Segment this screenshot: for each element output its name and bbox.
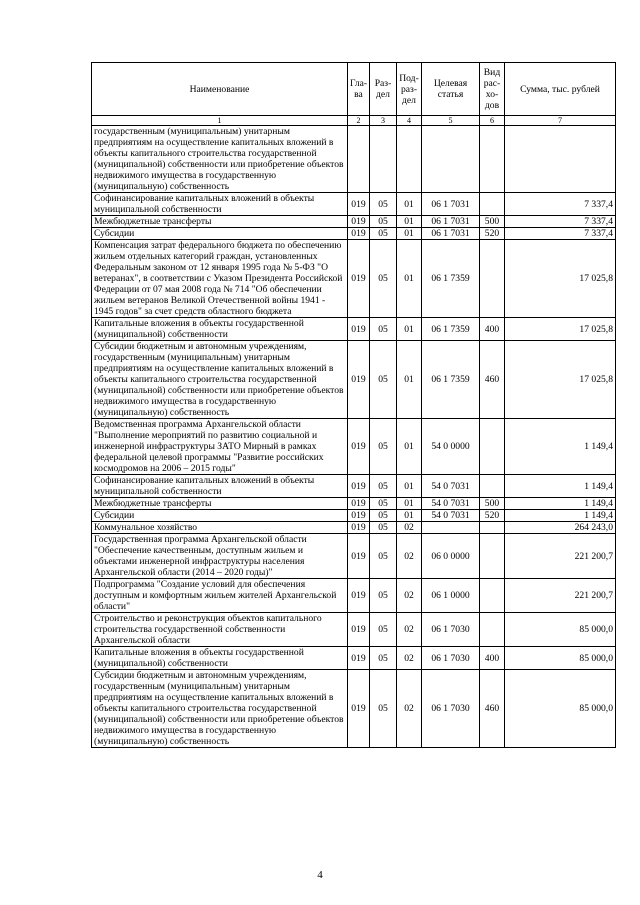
row-razdel bbox=[370, 126, 397, 193]
row-glava bbox=[348, 126, 370, 193]
row-glava: 019 bbox=[348, 613, 370, 647]
row-razdel: 05 bbox=[370, 318, 397, 341]
row-sum: 221 200,7 bbox=[505, 534, 616, 579]
row-target-article bbox=[422, 126, 480, 193]
row-target-article: 06 1 7030 bbox=[422, 670, 480, 748]
row-glava: 019 bbox=[348, 647, 370, 670]
row-expense-type: 500 bbox=[480, 216, 505, 228]
row-razdel: 05 bbox=[370, 228, 397, 240]
row-name: Строительство и реконструкция объектов капитального строительства государственной собственности Архангельской области bbox=[92, 613, 348, 647]
table-row bbox=[92, 341, 616, 419]
row-podrazdel: 02 bbox=[397, 613, 422, 647]
row-name: государственным (муниципальным) унитарным предприятиям на осуществление капитальных вложений в объекты капитального строительства государственной (муниципальной) собственности или приобретение объектов недвижимого имущества в государственную (муниципальную) собственность bbox=[92, 126, 348, 193]
table-row bbox=[92, 670, 616, 748]
header-statya: Целевая статья bbox=[422, 63, 480, 116]
row-expense-type: 400 bbox=[480, 647, 505, 670]
row-podrazdel: 02 bbox=[397, 534, 422, 579]
column-number: 7 bbox=[505, 116, 616, 126]
row-razdel: 05 bbox=[370, 534, 397, 579]
table-row bbox=[92, 647, 616, 670]
row-expense-type: 460 bbox=[480, 341, 505, 419]
row-glava: 019 bbox=[348, 498, 370, 510]
row-expense-type bbox=[480, 579, 505, 613]
table-row bbox=[92, 579, 616, 613]
row-sum: 17 025,8 bbox=[505, 318, 616, 341]
budget-table bbox=[91, 62, 616, 748]
row-target-article bbox=[422, 522, 480, 534]
row-glava: 019 bbox=[348, 341, 370, 419]
row-expense-type bbox=[480, 419, 505, 475]
column-number: 1 bbox=[92, 116, 348, 126]
table-row bbox=[92, 193, 616, 216]
row-razdel: 05 bbox=[370, 341, 397, 419]
row-expense-type bbox=[480, 534, 505, 579]
row-name: Субсидии bbox=[92, 228, 348, 240]
row-glava: 019 bbox=[348, 534, 370, 579]
row-podrazdel: 01 bbox=[397, 498, 422, 510]
row-expense-type bbox=[480, 193, 505, 216]
header-name: Наименование bbox=[92, 63, 348, 116]
row-razdel: 05 bbox=[370, 647, 397, 670]
row-expense-type bbox=[480, 613, 505, 647]
row-glava: 019 bbox=[348, 318, 370, 341]
row-expense-type: 520 bbox=[480, 228, 505, 240]
row-podrazdel: 02 bbox=[397, 579, 422, 613]
header-podrazdel: Под-раз-дел bbox=[397, 63, 422, 116]
row-razdel: 05 bbox=[370, 475, 397, 498]
row-sum: 17 025,8 bbox=[505, 240, 616, 318]
row-sum: 7 337,4 bbox=[505, 216, 616, 228]
row-expense-type bbox=[480, 240, 505, 318]
row-podrazdel: 02 bbox=[397, 522, 422, 534]
row-target-article: 54 0 7031 bbox=[422, 475, 480, 498]
row-podrazdel: 01 bbox=[397, 193, 422, 216]
row-razdel: 05 bbox=[370, 613, 397, 647]
row-name: Софинансирование капитальных вложений в объекты муниципальной собственности bbox=[92, 193, 348, 216]
row-name: Капитальные вложения в объекты государственной (муниципальной) собственности bbox=[92, 318, 348, 341]
row-target-article: 06 1 7359 bbox=[422, 240, 480, 318]
header-glava: Гла-ва bbox=[348, 63, 370, 116]
table-row bbox=[92, 126, 616, 193]
row-razdel: 05 bbox=[370, 510, 397, 522]
row-expense-type bbox=[480, 475, 505, 498]
row-target-article: 06 1 7359 bbox=[422, 318, 480, 341]
row-sum: 1 149,4 bbox=[505, 498, 616, 510]
row-podrazdel: 02 bbox=[397, 647, 422, 670]
row-podrazdel: 01 bbox=[397, 419, 422, 475]
row-name: Межбюджетные трансферты bbox=[92, 216, 348, 228]
row-podrazdel bbox=[397, 126, 422, 193]
row-sum: 1 149,4 bbox=[505, 510, 616, 522]
table-row bbox=[92, 534, 616, 579]
header-vid: Вид рас-хо-дов bbox=[480, 63, 505, 116]
row-target-article: 54 0 0000 bbox=[422, 419, 480, 475]
column-number: 3 bbox=[370, 116, 397, 126]
table-row bbox=[92, 522, 616, 534]
row-name: Ведомственная программа Архангельской области "Выполнение мероприятий по развитию социальной и инженерной инфраструктуры ЗАТО Мирный в рамках федеральной целевой программы "Развитие российских космодромов на 2006 – 2015 годы" bbox=[92, 419, 348, 475]
row-podrazdel: 01 bbox=[397, 475, 422, 498]
table-row bbox=[92, 318, 616, 341]
row-target-article: 06 1 7030 bbox=[422, 613, 480, 647]
row-glava: 019 bbox=[348, 419, 370, 475]
row-expense-type bbox=[480, 126, 505, 193]
row-target-article: 06 1 7359 bbox=[422, 341, 480, 419]
row-target-article: 06 1 0000 bbox=[422, 579, 480, 613]
row-expense-type: 460 bbox=[480, 670, 505, 748]
row-glava: 019 bbox=[348, 193, 370, 216]
row-razdel: 05 bbox=[370, 419, 397, 475]
row-expense-type: 400 bbox=[480, 318, 505, 341]
row-podrazdel: 01 bbox=[397, 216, 422, 228]
row-glava: 019 bbox=[348, 475, 370, 498]
column-number: 4 bbox=[397, 116, 422, 126]
row-glava: 019 bbox=[348, 216, 370, 228]
row-expense-type bbox=[480, 522, 505, 534]
table-row bbox=[92, 228, 616, 240]
row-target-article: 06 1 7031 bbox=[422, 193, 480, 216]
row-razdel: 05 bbox=[370, 240, 397, 318]
row-sum: 85 000,0 bbox=[505, 647, 616, 670]
row-name: Государственная программа Архангельской области "Обеспечение качественным, доступным жильем и объектами инженерной инфраструктуры населения Архангельской области (2014 – 2020 годы)" bbox=[92, 534, 348, 579]
row-sum: 85 000,0 bbox=[505, 613, 616, 647]
row-podrazdel: 01 bbox=[397, 240, 422, 318]
row-sum: 7 337,4 bbox=[505, 193, 616, 216]
row-name: Межбюджетные трансферты bbox=[92, 498, 348, 510]
table-row bbox=[92, 613, 616, 647]
table-row bbox=[92, 419, 616, 475]
row-name: Субсидии бюджетным и автономным учреждениям, государственным (муниципальным) унитарным предприятиям на осуществление капитальных вложений в объекты капитального строительства государственной (муниципальной) собственности или приобретение объектов недвижимого имущества в государственную (муниципальную) собственность bbox=[92, 341, 348, 419]
row-target-article: 54 0 7031 bbox=[422, 498, 480, 510]
table-row bbox=[92, 498, 616, 510]
column-number: 5 bbox=[422, 116, 480, 126]
row-podrazdel: 01 bbox=[397, 341, 422, 419]
row-target-article: 06 0 0000 bbox=[422, 534, 480, 579]
header-razdel: Раз-дел bbox=[370, 63, 397, 116]
row-target-article: 06 1 7030 bbox=[422, 647, 480, 670]
row-razdel: 05 bbox=[370, 522, 397, 534]
page-number: 4 bbox=[317, 869, 323, 881]
row-sum: 17 025,8 bbox=[505, 341, 616, 419]
row-glava: 019 bbox=[348, 240, 370, 318]
row-podrazdel: 01 bbox=[397, 318, 422, 341]
row-glava: 019 bbox=[348, 228, 370, 240]
row-name: Софинансирование капитальных вложений в объекты муниципальной собственности bbox=[92, 475, 348, 498]
column-number-row bbox=[92, 116, 616, 126]
row-glava: 019 bbox=[348, 510, 370, 522]
row-target-article: 54 0 7031 bbox=[422, 510, 480, 522]
row-glava: 019 bbox=[348, 579, 370, 613]
row-podrazdel: 01 bbox=[397, 228, 422, 240]
column-number: 2 bbox=[348, 116, 370, 126]
table-row bbox=[92, 475, 616, 498]
column-number: 6 bbox=[480, 116, 505, 126]
row-expense-type: 500 bbox=[480, 498, 505, 510]
row-sum: 85 000,0 bbox=[505, 670, 616, 748]
row-podrazdel: 02 bbox=[397, 670, 422, 748]
row-name: Субсидии бюджетным и автономным учреждениям, государственным (муниципальным) унитарным предприятиям на осуществление капитальных вложений в объекты капитального строительства государственной (муниципальной) собственности или приобретение объектов недвижимого имущества в государственную (муниципальную) собственность bbox=[92, 670, 348, 748]
row-sum: 264 243,0 bbox=[505, 522, 616, 534]
table-row bbox=[92, 216, 616, 228]
row-razdel: 05 bbox=[370, 579, 397, 613]
table-body bbox=[92, 126, 616, 748]
row-razdel: 05 bbox=[370, 498, 397, 510]
header-sum: Сумма, тыс. рублей bbox=[505, 63, 616, 116]
row-expense-type: 520 bbox=[480, 510, 505, 522]
row-name: Компенсация затрат федерального бюджета по обеспечению жильем отдельных категорий граждан, установленных Федеральным законом от 12 января 1995 года № 5-ФЗ "О ветеранах", в соответствии с Указом Президента Российской Федерации от 07 мая 2008 года № 714 "Об обеспечении жильем ветеранов Великой Отечественной войны 1941 - 1945 годов" за счет средств областного бюджета bbox=[92, 240, 348, 318]
row-sum: 221 200,7 bbox=[505, 579, 616, 613]
row-sum: 1 149,4 bbox=[505, 419, 616, 475]
row-target-article: 06 1 7031 bbox=[422, 216, 480, 228]
row-name: Подпрограмма "Создание условий для обеспечения доступным и комфортным жильем жителей Архангельской области" bbox=[92, 579, 348, 613]
row-glava: 019 bbox=[348, 670, 370, 748]
row-glava: 019 bbox=[348, 522, 370, 534]
table-header-row bbox=[92, 63, 616, 116]
row-podrazdel: 01 bbox=[397, 510, 422, 522]
table-row bbox=[92, 510, 616, 522]
row-name: Капитальные вложения в объекты государственной (муниципальной) собственности bbox=[92, 647, 348, 670]
row-name: Субсидии bbox=[92, 510, 348, 522]
row-sum: 7 337,4 bbox=[505, 228, 616, 240]
table-row bbox=[92, 240, 616, 318]
row-razdel: 05 bbox=[370, 193, 397, 216]
row-sum bbox=[505, 126, 616, 193]
row-target-article: 06 1 7031 bbox=[422, 228, 480, 240]
row-razdel: 05 bbox=[370, 216, 397, 228]
row-sum: 1 149,4 bbox=[505, 475, 616, 498]
row-razdel: 05 bbox=[370, 670, 397, 748]
row-name: Коммунальное хозяйство bbox=[92, 522, 348, 534]
